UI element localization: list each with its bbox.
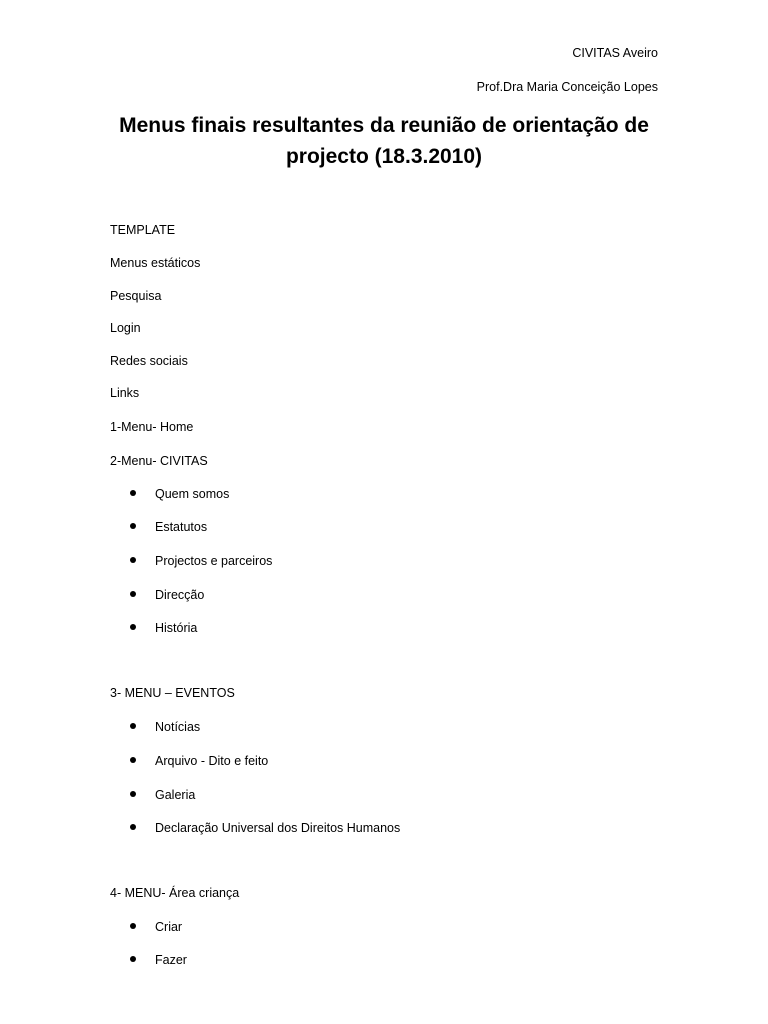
bullet-icon xyxy=(130,591,136,597)
organization-name: CIVITAS Aveiro xyxy=(572,46,658,60)
menu-3-heading: 3- MENU – EVENTOS xyxy=(110,686,235,700)
bullet-icon xyxy=(130,624,136,630)
bullet-icon xyxy=(130,557,136,563)
template-item: Pesquisa xyxy=(110,289,162,303)
menu-1-heading: 1-Menu- Home xyxy=(110,420,194,434)
menu-2-heading: 2-Menu- CIVITAS xyxy=(110,454,208,468)
bullet-icon xyxy=(130,757,136,763)
bullet-icon xyxy=(130,824,136,830)
bullet-icon xyxy=(130,923,136,929)
title-line-1: Menus finais resultantes da reunião de orientação de xyxy=(119,114,649,137)
bullet-icon xyxy=(130,723,136,729)
template-heading: TEMPLATE xyxy=(110,223,176,237)
bullet-icon xyxy=(130,523,136,529)
document-page: CIVITAS Aveiro Prof.Dra Maria Conceição Lopes Menus finais resultantes da reunião de orientação de projecto (18.3.2010) TEMPLATE Menus estáticos Pesquisa Login Redes sociais Links 1-Menu- Home 2-Menu- CIVITAS Quem somos Estatutos Projectos e parceiros Direcção História 3- MENU – EVENTOS Notícias Arquivo - Dito e feito Galeria Declaração Universal dos Direitos Humanos 4- MENU- Área criança Criar Fazer xyxy=(0,0,768,1024)
template-item: Login xyxy=(110,321,141,335)
document-title xyxy=(100,110,668,172)
template-item: Menus estáticos xyxy=(110,256,201,270)
template-item: Redes sociais xyxy=(110,354,188,368)
bullet-icon xyxy=(130,490,136,496)
author-name: Prof.Dra Maria Conceição Lopes xyxy=(476,80,658,94)
bullet-icon xyxy=(130,956,136,962)
menu-4-heading: 4- MENU- Área criança xyxy=(110,886,240,900)
title-line-2: projecto (18.3.2010) xyxy=(285,145,483,168)
bullet-icon xyxy=(130,791,136,797)
template-item: Links xyxy=(110,386,140,400)
